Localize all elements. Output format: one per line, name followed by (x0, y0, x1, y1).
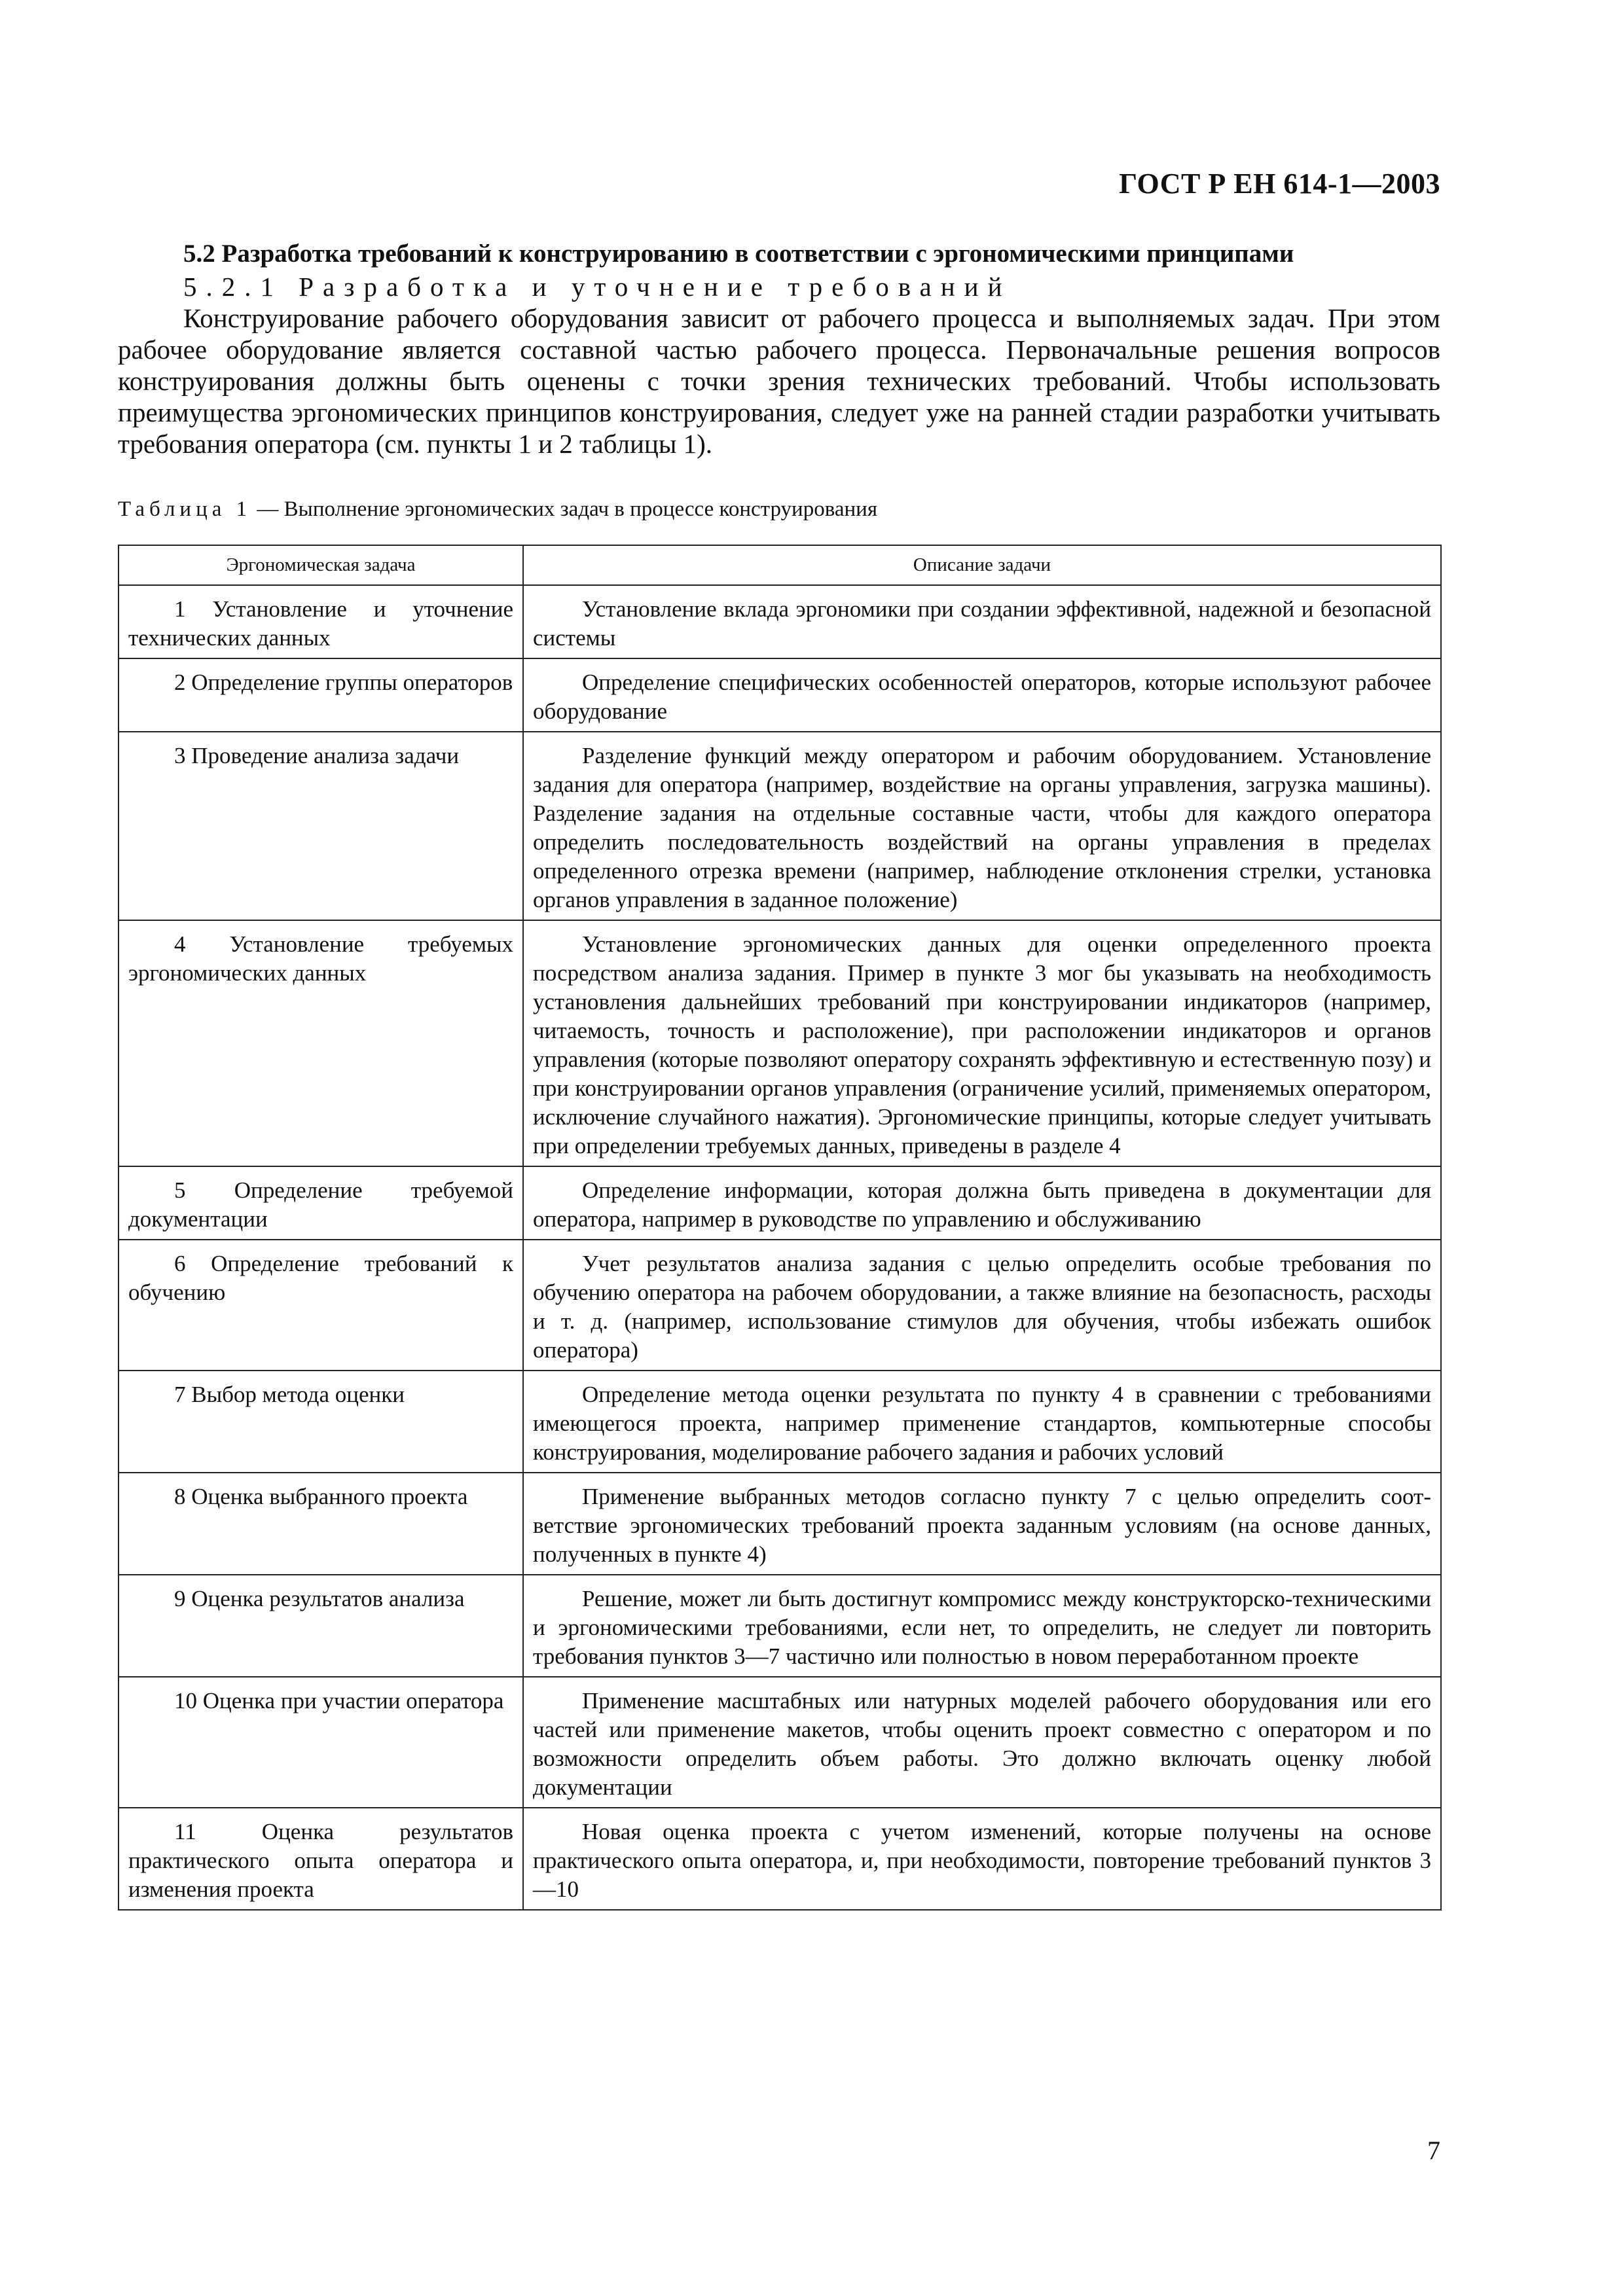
table-row (119, 1473, 1441, 1575)
description-cell: Учет результатов анализа задания с целью определить особые требования по обучению оператора на рабочем оборудовании, а также влияние на безопасность, расходы и т. д. (например, использование стимулов для обучения, чтобы избежать ошибок оператора) (523, 1240, 1441, 1371)
description-cell: Разделение функций между оператором и рабочим оборудованием. Установление задания для оператора (например, воздействие на органы управления, загрузка машины). Разделение задания на отдельные составные части, чтобы для каждого оператора определить последовательность воздействий на органы управления в пределах определенного отрезка времени (например, наблюдение отклонения стрелки, установка органов управления в заданное положение) (523, 732, 1441, 920)
table-row (119, 658, 1441, 732)
task-cell: 4 Установление требуемых эргономических данных (119, 920, 523, 1166)
task-cell: 11 Оценка результатов практического опыта оператора и изменения проекта (119, 1808, 523, 1910)
task-cell: 9 Оценка результатов анализа (119, 1575, 523, 1677)
table-row (119, 1371, 1441, 1473)
page-number: 7 (1427, 2136, 1440, 2165)
task-cell: 2 Определение группы операторов (119, 658, 523, 732)
table-caption (118, 497, 877, 522)
table-row (119, 732, 1441, 920)
document-number: ГОСТ Р ЕН 614-1—2003 (1119, 168, 1440, 200)
table-caption-label: Таблица 1 (118, 497, 252, 521)
ergonomic-tasks-table (118, 545, 1442, 1910)
table-row (119, 1575, 1441, 1677)
description-cell: Определение специфических особенностей операторов, которые используют рабочее оборудование (523, 658, 1441, 732)
column-header-task: Эргономическая задача (119, 545, 523, 585)
description-cell: Определение метода оценки результата по пункту 4 в сравнении с требованиями имеющегося проекта, например применение стандартов, компьютерные способы конструирования, моделирование рабочего задания и рабочих условий (523, 1371, 1441, 1473)
table-row (119, 1166, 1441, 1240)
table-row (119, 1677, 1441, 1808)
table-caption-text: — Выполнение эргономических задач в процессе конструирования (251, 497, 878, 521)
description-cell: Применение выбранных методов согласно пункту 7 с целью определить соот- ветствие эргономических требований проекта заданным условиям (на основе данных, полученных в пункте 4) (523, 1473, 1441, 1575)
task-cell: 8 Оценка выбранного проекта (119, 1473, 523, 1575)
description-cell: Установление вклада эргономики при создании эффективной, надежной и безопасной системы (523, 585, 1441, 658)
description-cell: Установление эргономических данных для оценки определенного проекта посредством анализа задания. Пример в пункте 3 мог бы указывать на необходимость установления дальнейших требований при конструировании индикаторов (например, читаемость, точность и расположение), при расположении индикаторов и органов управления (которые позволяют оператору сохранять эффективную и естественную позу) и при конструировании органов управления (ограничение усилий, применяемых оператором, исключение случайного нажатия). Эргономические принципы, которые следует учитывать при определении требуемых данных, приведены в разделе 4 (523, 920, 1441, 1166)
column-header-description: Описание задачи (523, 545, 1441, 585)
intro-paragraph: Конструирование рабочего оборудования зависит от рабочего процесса и выполняемых задач. При этом рабочее оборудование является составной частью рабочего процесса. Первоначальные решения вопросов конструирования должны быть оценены с точки зрения технических требований. Чтобы использовать преимущества эргономических принципов конструирования, следует уже на ранней стадии разработки учитывать требования оператора (см. пункты 1 и 2 таблицы 1). (118, 303, 1440, 459)
task-cell: 6 Определение требований к обучению (119, 1240, 523, 1371)
task-cell: 1 Установление и уточнение технических данных (119, 585, 523, 658)
section-heading: 5.2 Разработка требований к конструированию в соответствии с эргономическими принципами (183, 240, 1294, 268)
task-cell: 10 Оценка при участии оператора (119, 1677, 523, 1808)
subsection-heading: 5.2.1 Разработка и уточнение требований (183, 272, 1012, 302)
table-row (119, 920, 1441, 1166)
table-row (119, 1240, 1441, 1371)
table-body (119, 585, 1441, 1910)
description-cell: Новая оценка проекта с учетом изменений, которые получены на основе практического опыта оператора, и, при необходимости, повторение требований пунктов 3—10 (523, 1808, 1441, 1910)
description-cell: Применение масштабных или натурных моделей рабочего оборудования или его частей или применение макетов, чтобы оценить проект совместно с оператором и по возможности определить объем работы. Это должно включать оценку любой документации (523, 1677, 1441, 1808)
task-cell: 7 Выбор метода оценки (119, 1371, 523, 1473)
table-row (119, 1808, 1441, 1910)
task-cell: 5 Определение требуемой документации (119, 1166, 523, 1240)
table-row (119, 585, 1441, 658)
table-header-row (119, 545, 1441, 585)
description-cell: Решение, может ли быть достигнут компромисс между конструкторско-техническими и эргономическими требованиями, если нет, то определить, не следует ли повторить требования пунктов 3—7 частично или полностью в новом переработанном проекте (523, 1575, 1441, 1677)
task-cell: 3 Проведение анализа задачи (119, 732, 523, 920)
description-cell: Определение информации, которая должна быть приведена в документации для оператора, например в руководстве по управлению и обслуживанию (523, 1166, 1441, 1240)
